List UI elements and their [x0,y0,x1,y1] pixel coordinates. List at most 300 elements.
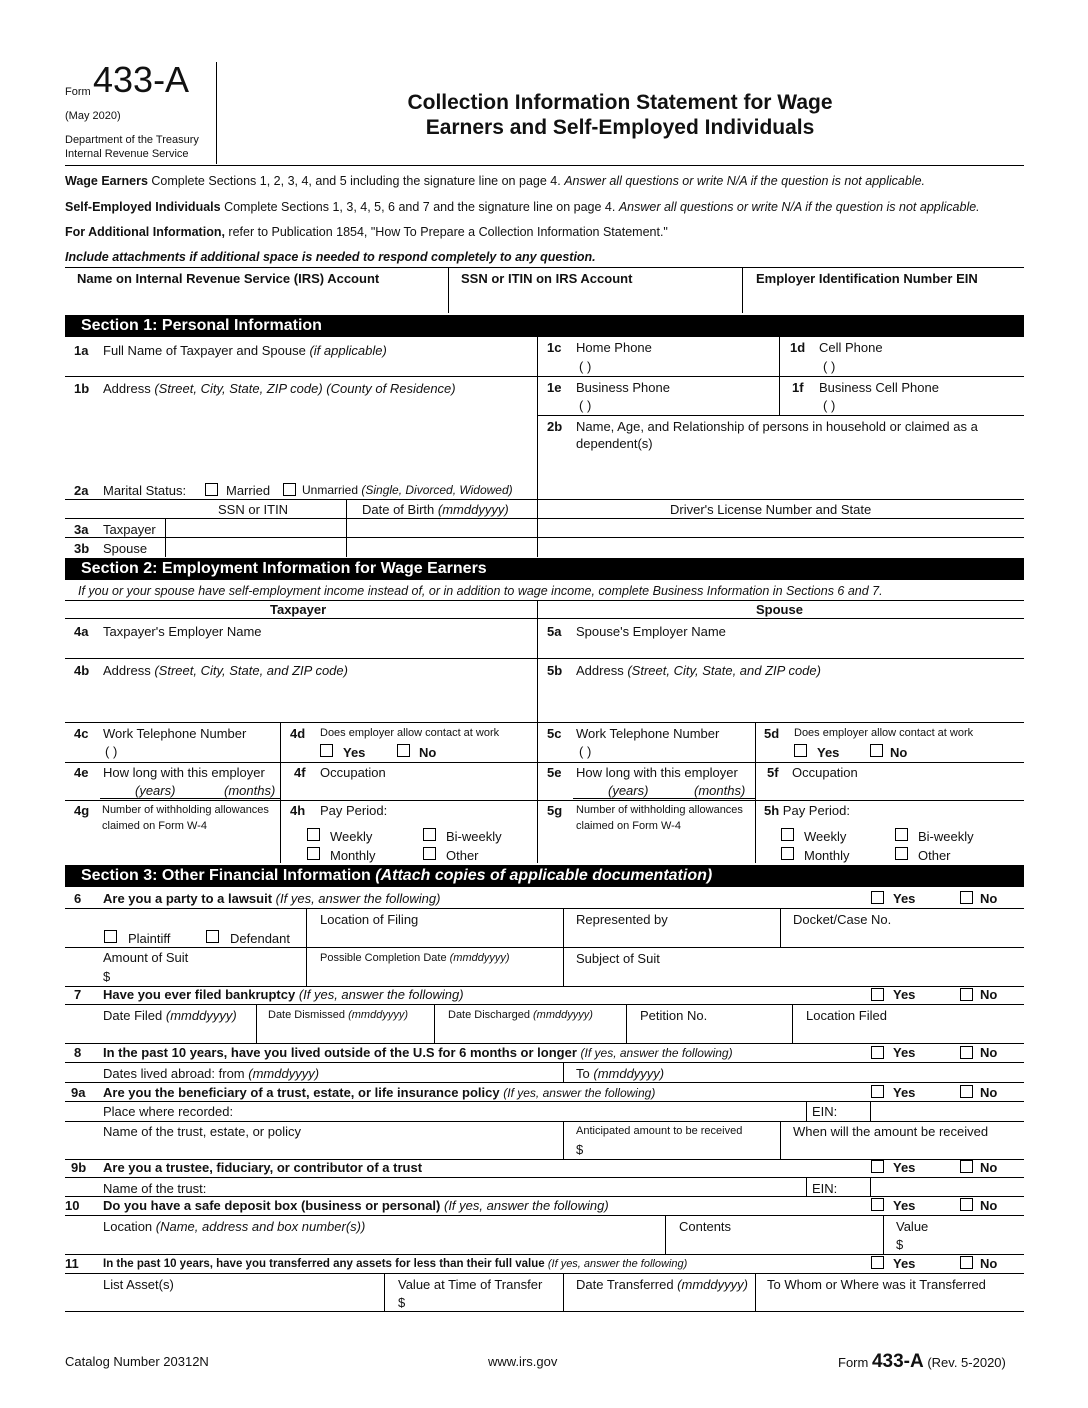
spouse-other-checkbox[interactable] [895,847,908,860]
q4d-number: 4d [290,726,306,741]
q7-label [103,987,464,1002]
q1f-number: 1f [792,380,804,395]
dependents-field[interactable]: Name, Age, and Relationship of persons in household or claimed as a [576,419,978,434]
q6-yes-label: Yes [893,891,916,906]
q1b-text: Address [103,381,151,396]
taxpayer-years-label: (years) [135,783,176,798]
q7-note: (If yes, answer the following) [298,987,464,1002]
q4b-number: 4b [74,663,90,678]
possible-completion-date-field[interactable] [320,952,510,965]
value-at-transfer-dollar: $ [398,1295,406,1310]
taxpayer-weekly-label: Weekly [330,829,373,844]
q10-no-label: No [980,1198,998,1213]
q7-divider-2 [434,1004,435,1043]
q7-divider-4 [792,1004,793,1043]
q11-number: 11 [65,1256,79,1271]
q4e-number: 4e [74,765,89,780]
q6-number: 6 [74,891,82,906]
q4d-no-label: No [419,745,437,760]
additional-text: refer to Publication 1854, "How To Prepare a Collection Information Statement." [228,225,668,239]
q1c-number: 1c [547,340,562,355]
plaintiff-label: Plaintiff [128,931,171,946]
q9a-divider-2 [780,1121,781,1159]
subject-of-suit-field[interactable]: Subject of Suit [576,951,660,966]
q2a-number: 2a [74,483,89,498]
account-ssn-field[interactable]: SSN or ITIN on IRS Account [461,271,633,286]
q1b-number: 1b [74,381,90,396]
home-phone-field[interactable]: Home Phone [576,340,652,355]
s2-center-divider [537,600,538,863]
q4b-text: Address [103,663,151,678]
amount-of-suit-dollar: $ [103,969,111,984]
q8-no-label: No [980,1045,998,1060]
q9b-no-label: No [980,1160,998,1175]
q7-number: 7 [74,987,82,1002]
self-employed-text: Complete Sections 1, 3, 4, 5, 6 and 7 and the signature line on page 4. [224,200,616,214]
s2-note-rule [65,600,1024,601]
taxpayer-biweekly-label: Bi-weekly [446,829,502,844]
spouse-work-phone-parens: ( ) [579,744,592,759]
header-rule [65,165,1024,166]
taxpayer-other-label: Other [446,848,479,863]
s2-phone-rule [65,762,1024,763]
section2-note: If you or your spouse have self-employment income instead of, or in addition to wage income, complete Business Information in Sections 6 and 7. [78,584,883,598]
self-employed-note: Answer all questions or write N/A if the question is not applicable. [618,200,980,214]
business-cell-phone-field[interactable]: Business Cell Phone [819,380,939,395]
spouse-years-label: (years) [608,783,649,798]
q9a-yes-label: Yes [893,1085,916,1100]
q5d-yes-label: Yes [817,745,840,760]
form-label: Form [65,86,91,98]
s1-phone-rule-2 [537,415,1024,416]
taxpayer-work-phone-field[interactable]: Work Telephone Number [103,726,247,741]
q5b-number: 5b [547,663,563,678]
q11-yes-checkbox[interactable] [871,1256,884,1269]
value-at-transfer-field[interactable]: Value at Time of Transfer [398,1277,543,1292]
unmarried-note: (Single, Divorced, Widowed) [361,483,513,497]
q5d-label: Does employer allow contact at work [794,727,974,739]
dependents-label-2: dependent(s) [576,436,653,451]
q4f-number: 4f [294,765,306,780]
trustee-ein-field[interactable]: EIN: [812,1181,838,1196]
spouse-monthly-label: Monthly [804,848,850,863]
date-dismissed-field[interactable] [268,1009,408,1022]
col-dl-header: Driver's License Number and State [670,502,872,517]
location-text: Location [103,1219,153,1234]
section3-title-note: (Attach copies of applicable documentation) [375,867,713,884]
date-dismissed-note: (mmddyyyy) [348,1009,408,1021]
taxpayer-row-label[interactable]: Taxpayer [103,522,156,537]
taxpayer-months-label: (months) [224,783,276,798]
q4b-note: (Street, City, State, and ZIP code) [154,663,348,678]
q9a-rule-1 [65,1101,1024,1102]
q9a-text: Are you the beneficiary of a trust, estate, or life insurance policy [103,1085,500,1100]
s2-tenure-rule [65,800,1024,801]
q7-yes-label: Yes [893,987,916,1002]
footer-form-id [838,1352,1006,1373]
taxpayer-column-header: Taxpayer [270,602,327,617]
footer-form-word: Form [838,1355,869,1370]
s1-center-divider [537,337,538,557]
to-whom-field[interactable]: To Whom or Where was it Transferred [767,1277,986,1292]
title-line-2: Earners and Self-Employed Individuals [425,116,815,139]
q11-no-label: No [980,1256,998,1271]
date-discharged-field[interactable] [448,1009,593,1022]
self-employed-label: Self-Employed Individuals [65,200,221,214]
date-filed-field[interactable] [103,1008,237,1023]
section3-header [65,865,1024,887]
spouse-employer-field[interactable]: Spouse's Employer Name [576,624,726,639]
q6-divider-3 [780,908,781,947]
q1b-note: (Street, City, State, ZIP code) (County of Residence) [154,381,456,396]
instruction-wage-earners [65,174,925,189]
instruction-self-employed [65,200,980,215]
spouse-withholding-field[interactable]: Number of withholding allowances [576,804,743,816]
q9a-note: (If yes, answer the following) [503,1086,656,1100]
s1-id-col-rule [65,518,1024,519]
location-filed-field[interactable]: Location Filed [806,1008,887,1023]
form-number: 433-A [93,59,190,100]
trust-ein-field[interactable]: EIN: [812,1104,838,1119]
q9b-rule-2 [65,1196,1024,1197]
taxpayer-other-checkbox[interactable] [423,847,436,860]
plaintiff-checkbox[interactable] [104,930,117,943]
q1b-label[interactable] [103,381,456,396]
q6-label [103,891,440,906]
q9a-ein-divider-2 [870,1101,871,1121]
business-cell-phone-parens: ( ) [823,398,836,413]
married-checkbox[interactable] [205,483,218,496]
docket-case-field[interactable]: Docket/Case No. [793,912,892,927]
q10-rule-2 [65,1254,1024,1255]
when-received-field[interactable]: When will the amount be received [793,1124,989,1139]
home-phone-parens: ( ) [579,359,592,374]
date-filed-note: (mmddyyyy) [165,1008,237,1023]
list-assets-field[interactable]: List Asset(s) [103,1277,174,1292]
date-discharged-note: (mmddyyyy) [533,1009,593,1021]
catalog-number: Catalog Number 20312N [65,1354,209,1369]
q9b-yes-checkbox[interactable] [871,1160,884,1173]
q1a-text: Full Name of Taxpayer and Spouse [103,343,306,358]
q6-no-checkbox[interactable] [960,891,973,904]
q10-no-checkbox[interactable] [960,1198,973,1211]
taxpayer-withholding-field[interactable]: Number of withholding allowances [102,804,269,816]
q6-rule-1 [65,908,1024,909]
date-dismissed-text: Date Dismissed [268,1009,346,1021]
dates-abroad-to-text: To [576,1066,590,1081]
q5d-no-label: No [890,745,908,760]
q5d-number: 5d [764,726,780,741]
footer-form-number: 433-A [871,1351,924,1372]
taxpayer-withholding-label-2: claimed on Form W-4 [102,820,207,832]
attachments-note: Include attachments if additional space is needed to respond completely to any question. [65,250,596,264]
q1e-number: 1e [547,380,562,395]
q5c-number: 5c [547,726,562,741]
defendant-label: Defendant [230,931,290,946]
q5d-no-checkbox[interactable] [870,744,883,757]
dates-abroad-note: (mmddyyyy) [248,1066,320,1081]
q10-label [103,1198,609,1213]
q10-yes-checkbox[interactable] [871,1198,884,1211]
dates-abroad-to-note: (mmddyyyy) [593,1066,665,1081]
spouse-occupation-field[interactable]: Occupation [792,765,858,780]
dates-abroad-from-field[interactable] [103,1066,319,1081]
taxpayer-weekly-checkbox[interactable] [307,828,320,841]
s1-id-header-rule [65,499,1024,500]
q7-divider-3 [626,1004,627,1043]
spouse-pay-period-label: Pay Period: [782,803,850,818]
q7-text: Have you ever filed bankruptcy [103,987,296,1002]
q9a-divider-1 [563,1121,564,1159]
q4d-yes-label: Yes [343,745,366,760]
value-dollar: $ [896,1237,904,1252]
unmarried-text: Unmarried [302,483,359,497]
spouse-work-phone-field[interactable]: Work Telephone Number [576,726,720,741]
name-of-trust-field[interactable]: Name of the trust: [103,1181,207,1196]
q9b-label: Are you a trustee, fiduciary, or contributor of a trust [103,1160,423,1175]
spouse-withholding-label-2: claimed on Form W-4 [576,820,681,832]
cell-phone-field[interactable]: Cell Phone [819,340,883,355]
q8-number: 8 [74,1045,82,1060]
spouse-row-label[interactable]: Spouse [103,541,148,556]
footer-revision: (Rev. 5-2020) [927,1355,1006,1370]
taxpayer-work-phone-parens: ( ) [105,744,118,759]
q1d-number: 1d [790,340,806,355]
represented-by-field[interactable]: Represented by [576,912,668,927]
q11-yes-label: Yes [893,1256,916,1271]
s1-id-col-divider-1 [165,518,166,557]
safe-deposit-location-field[interactable] [103,1219,365,1234]
marital-status-label: Marital Status: [103,483,187,498]
q7-rule-1 [65,1004,1024,1005]
date-transferred-text: Date Transferred [576,1277,674,1292]
defendant-checkbox[interactable] [206,930,219,943]
q9a-rule-2 [65,1121,1024,1122]
married-label: Married [226,483,271,498]
q11-rule-2 [65,1311,1024,1312]
taxpayer-monthly-checkbox[interactable] [307,847,320,860]
dates-abroad-to-field[interactable] [576,1066,664,1081]
q4d-no-checkbox[interactable] [397,744,410,757]
taxpayer-monthly-label: Monthly [330,848,376,863]
spouse-weekly-label: Weekly [804,829,847,844]
q5d-yes-checkbox[interactable] [794,744,807,757]
q4d-yes-checkbox[interactable] [320,744,333,757]
taxpayer-occupation-field[interactable]: Occupation [320,765,386,780]
q5b-text: Address [576,663,624,678]
account-divider-2 [742,267,743,313]
q9b-no-checkbox[interactable] [960,1160,973,1173]
q4h-number: 4h [290,803,306,818]
business-phone-field[interactable]: Business Phone [576,380,670,395]
header-divider [216,62,217,164]
q9a-no-checkbox[interactable] [960,1085,973,1098]
s1-name-rule [65,376,537,377]
q9a-ein-divider-1 [806,1101,807,1121]
section1-header: Section 1: Personal Information [65,315,1024,337]
q8-label [103,1045,733,1061]
section3-title: Section 3: Other Financial Information [81,867,371,884]
q1a-note: (if applicable) [309,343,387,358]
q9a-no-label: No [980,1085,998,1100]
date-filed-text: Date Filed [103,1008,163,1023]
q7-divider-1 [256,1004,257,1043]
q4g-number: 4g [74,803,90,818]
q1a-number: 1a [74,343,89,358]
possible-completion-text: Possible Completion Date [320,952,447,964]
q10-note: (If yes, answer the following) [443,1198,609,1213]
q5a-number: 5a [547,624,562,639]
spouse-other-label: Other [918,848,951,863]
q5e-number: 5e [547,765,562,780]
q11-divider-2 [563,1273,564,1311]
section2-header: Section 2: Employment Information for Wage Earners [65,558,1024,580]
petition-number-field[interactable]: Petition No. [640,1008,708,1023]
q10-rule-1 [65,1215,1024,1216]
taxpayer-employer-address-field[interactable] [103,663,348,678]
account-top-rule [65,267,1024,268]
q7-no-label: No [980,987,998,1002]
form-date: (May 2020) [65,110,121,122]
taxpayer-employer-field[interactable]: Taxpayer's Employer Name [103,624,262,639]
possible-completion-note: (mmddyyyy) [449,952,510,964]
spouse-tenure-field[interactable]: How long with this employer [576,765,738,780]
form-title [300,90,940,140]
anticipated-amount-field[interactable]: Anticipated amount to be received [576,1125,743,1137]
q2b-number: 2b [547,419,563,434]
taxpayer-tenure-underline [100,798,280,799]
q1a-label[interactable] [103,343,387,358]
q10-yes-label: Yes [893,1198,916,1213]
s1-phone-rule-1 [537,376,1024,377]
value-field[interactable]: Value [896,1219,929,1234]
col-dob-header [362,502,509,517]
place-recorded-field[interactable]: Place where recorded: [103,1104,234,1119]
wage-earners-note: Answer all questions or write N/A if the question is not applicable. [564,174,926,188]
additional-label: For Additional Information, [65,225,225,239]
q9a-number: 9a [71,1085,86,1100]
taxpayer-tenure-field[interactable]: How long with this employer [103,765,265,780]
trust-name-field[interactable]: Name of the trust, estate, or policy [103,1124,301,1139]
spouse-tenure-underline [573,798,755,799]
s2-employer-rule [65,658,1024,659]
q6-rule-2 [65,947,1024,948]
q10-divider-1 [665,1215,666,1254]
q9b-ein-divider-2 [870,1177,871,1196]
business-phone-parens: ( ) [579,398,592,413]
account-ein-field[interactable]: Employer Identification Number EIN [756,271,978,286]
taxpayer-biweekly-checkbox[interactable] [423,828,436,841]
q7-yes-checkbox[interactable] [871,988,884,1001]
spouse-employer-address-field[interactable] [576,663,821,678]
q8-no-checkbox[interactable] [960,1046,973,1059]
irs-website-link[interactable]: www.irs.gov [488,1354,558,1369]
cell-phone-parens: ( ) [823,359,836,374]
q6-yes-checkbox[interactable] [871,891,884,904]
q8-note: (If yes, answer the following) [580,1046,733,1060]
q11-note: (If yes, answer the following) [547,1258,688,1270]
q3a-number: 3a [74,522,89,537]
q7-no-checkbox[interactable] [960,988,973,1001]
q8-rule-2 [65,1082,1024,1083]
wage-earners-label: Wage Earners [65,174,148,188]
q7-rule-2 [65,1043,1024,1044]
col-dob-note: (mmddyyyy) [437,502,509,517]
q4a-number: 4a [74,624,89,639]
q10-text: Do you have a safe deposit box (business or personal) [103,1198,441,1213]
account-divider-1 [448,267,449,313]
q10-divider-2 [883,1215,884,1254]
q11-no-checkbox[interactable] [960,1256,973,1269]
q8-text: In the past 10 years, have you lived outside of the U.S for 6 months or longer [103,1045,577,1060]
q9a-label [103,1085,655,1101]
anticipated-amount-dollar: $ [576,1142,584,1157]
agency: Internal Revenue Service [65,148,189,160]
col-ssn-header: SSN or ITIN [218,502,289,517]
date-transferred-field[interactable] [576,1277,748,1292]
q11-rule-1 [65,1273,1024,1274]
wage-earners-text: Complete Sections 1, 2, 3, 4, and 5 including the signature line on page 4. [151,174,561,188]
q9b-rule-1 [65,1177,1024,1178]
s1-id-col-divider-2 [346,499,347,557]
spouse-column-header: Spouse [756,602,803,617]
q8-divider [563,1062,564,1082]
q8-yes-label: Yes [893,1045,916,1060]
q4c-number: 4c [74,726,89,741]
spouse-biweekly-label: Bi-weekly [918,829,974,844]
q6-text: Are you a party to a lawsuit [103,891,273,906]
contents-field[interactable]: Contents [679,1219,732,1234]
amount-of-suit-field[interactable]: Amount of Suit [103,950,189,965]
location-of-filing-field[interactable]: Location of Filing [320,912,419,927]
instruction-additional [65,225,668,240]
title-line-1: Collection Information Statement for Wage [407,91,833,114]
q9b-ein-divider-1 [806,1177,807,1196]
q6-note: (If yes, answer the following) [275,891,441,906]
spouse-monthly-checkbox[interactable] [781,847,794,860]
q6-no-label: No [980,891,998,906]
q9b-yes-label: Yes [893,1160,916,1175]
dates-abroad-text: Dates lived abroad: from [103,1066,245,1081]
q5b-note: (Street, City, State, and ZIP code) [627,663,821,678]
q11-divider-1 [384,1273,385,1311]
q4d-label: Does employer allow contact at work [320,727,500,739]
location-note: (Name, address and box number(s)) [155,1219,366,1234]
spouse-months-label: (months) [694,783,746,798]
q9a-yes-checkbox[interactable] [871,1085,884,1098]
q10-number: 10 [65,1198,80,1213]
account-name-field[interactable]: Name on Internal Revenue Service (IRS) Account [77,271,380,286]
spouse-weekly-checkbox[interactable] [781,828,794,841]
date-transferred-note: (mmddyyyy) [677,1277,748,1292]
q11-divider-3 [755,1273,756,1311]
q5f-number: 5f [767,765,779,780]
q5h-label [764,803,850,818]
unmarried-checkbox[interactable] [283,483,296,496]
department: Department of the Treasury [65,134,199,146]
unmarried-label [302,483,513,498]
q9b-number: 9b [71,1160,87,1175]
s2-left-inner-divider [280,722,281,863]
spouse-biweekly-checkbox[interactable] [895,828,908,841]
date-discharged-text: Date Discharged [448,1009,530,1021]
s2-right-inner-divider [755,722,756,863]
taxpayer-pay-period-label: Pay Period: [320,803,388,818]
q11-text: In the past 10 years, have you transferred any assets for less than their full value [103,1258,545,1270]
q8-yes-checkbox[interactable] [871,1046,884,1059]
q5h-number: 5h [764,803,780,818]
col-dob-text: Date of Birth [362,502,435,517]
